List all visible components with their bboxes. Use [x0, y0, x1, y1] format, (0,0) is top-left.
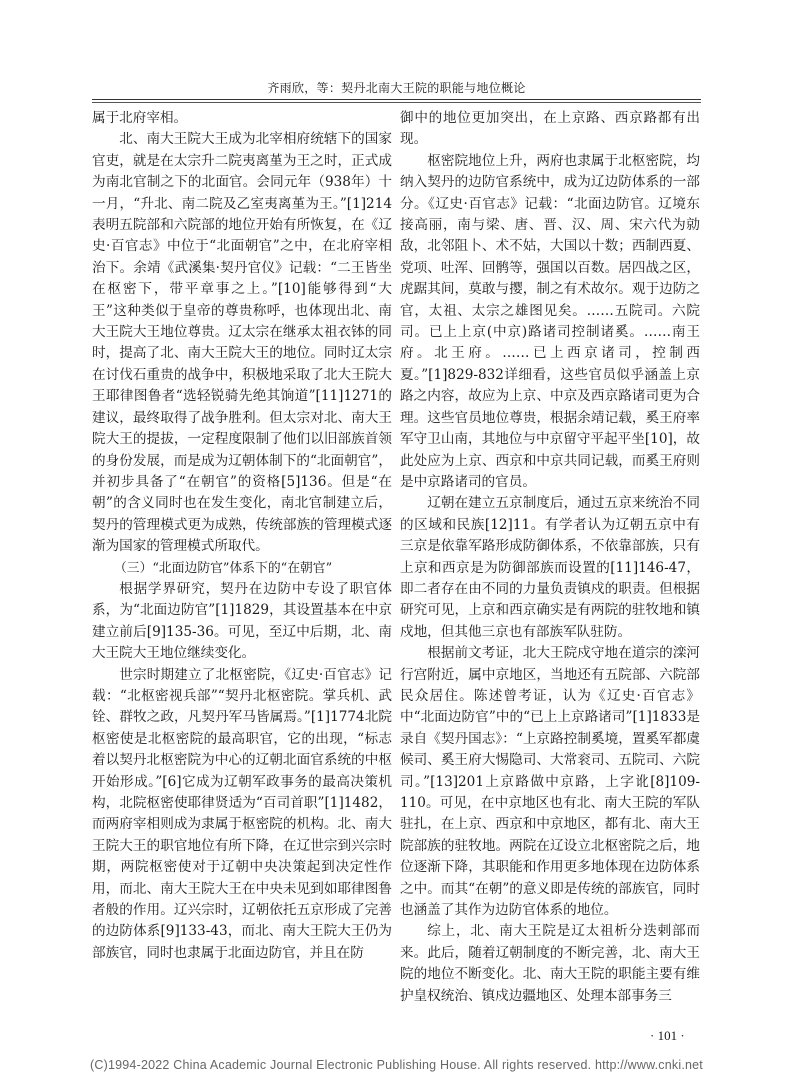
paragraph: 根据学界研究，契丹在边防中专设了职官体系，为“北面边防官”[1]1829，其设置基本在中京建立前后[9]135-36。可见，至辽中后期，北、南大王院大王地位继续变化。	[92, 580, 392, 662]
paragraph-continuation: 属于北府宰相。	[92, 110, 188, 126]
paragraph: 世宗时期建立了北枢密院，《辽史·百官志》记载：“北枢密视兵部”“契丹北枢密院。掌兵机、武铨、群牧之政，凡契丹军马皆属焉。”[1]1774北院枢密使是北枢密院的最高职官，它的出现，“标志着以契丹北枢密院为中心的辽朝北面官系统的中枢开始形成。”[6]它成为辽朝军政事务的最高决策机构，北院枢密使耶律贤适为“百司首职”[1]1482，而两府宰相则成为隶属于枢密院的机构。北、南大王院大王的职官地位有所下降，在辽世宗到兴宗时期，两院枢密使对于辽朝中央决策起到决定性作用，而北、南大王院大王在中央未见到如耶律图鲁者般的作用。辽兴宗时，辽朝依托五京形成了完善的边防体系[9]133-43，而北、南大王院大王仍为部族官，同时也隶属于北面边防官，并且在防	[92, 666, 392, 961]
paragraph-continuation: 御中的地位更加突出，在上京路、西京路都有出现。	[400, 110, 700, 148]
section-subheading: （三）“北面边防官”体系下的“在朝官”	[114, 560, 333, 576]
right-column	[400, 108, 700, 1007]
paragraph: 北、南大王院大王成为北宰相府统辖下的国家官吏，就是在太宗升二院夷离堇为王之时，正式成为南北官制之下的北面官。会同元年（938年）十一月，“升北、南二院及乙室夷离堇为王。”[1]214表明五院部和六院部的地位开始有所恢复，在《辽史·百官志》中位于“北面朝官”之中，在北府宰相治下。余靖《武溪集·契丹官仪》记载：“二王皆坐在枢密下，带平章事之上。”[10]能够得到“大王”这种类似于皇帝的尊贵称呼，也体现出北、南大王院大王地位尊贵。辽太宗在继承太祖衣钵的同时，提高了北、南大王院大王的地位。同时辽太宗在讨伐石重贵的战争中，积极地采取了北大王院大王耶律图鲁者“选轻锐骑先绝其饷道”[11]1271的建议，最终取得了战争胜利。但太宗对北、南大王院大王的提拔，一定程度限制了他们以旧部族首领的身份发展，而是成为辽朝体制下的“北面朝官”，并初步具备了“在朝官”的资格[5]136。但是“在朝”的含义同时也在发生变化，南北官制建立后，契丹的管理模式更为成熟，传统部族的管理模式逐渐为国家的管理模式所取代。	[92, 131, 392, 555]
paragraph: 枢密院地位上升，两府也隶属于北枢密院，均纳入契丹的边防官系统中，成为辽边防体系的一部分。《辽史·百官志》记载：“北面边防官。辽境东接高丽，南与梁、唐、晋、汉、周、宋六代为勍敌，北邻阻卜、术不姑，大国以十数；西制西夏、党项、吐浑、回鹘等，强国以百数。居四战之区，虎踞其间，莫敢与撄，制之有术故尔。观于边防之官，太祖、太宗之雄图见矣。……五院司。六院司。已上上京(中京)路诸司控制诸奚。……南王府。北王府。……已上西京诸司，控制西夏。”[1]829-832详细看，这些官员似乎涵盖上京路之内容，故应为上京、中京及西京路诸司更为合理。这些官员地位尊贵，根据余靖记载，奚王府率军守卫山南，其地位与中京留守平起平坐[10]，故此处应为上京、西京和中京共同记载，而奚王府则是中京路诸司的官员。	[400, 152, 700, 490]
copyright-footer: (C)1994-2022 China Academic Journal Electronic Publishing House. All rights reserved. http://www.cnki.net	[90, 1058, 703, 1072]
paragraph: 辽朝在建立五京制度后，通过五京来统治不同的区域和民族[12]11。有学者认为辽朝五京中有三京是依靠军路形成防御体系，不依靠部族，只有上京和西京是为防御部族而设置的[11]146-47，即二者存在由不同的力量负责镇戍的职责。但根据研究可见，上京和西京确实是有两院的驻牧地和镇戍地，但其他三京也有部族军队驻防。	[400, 495, 700, 640]
left-column	[92, 108, 392, 964]
paragraph: 综上，北、南大王院是辽太祖析分迭剌部而来。此后，随着辽朝制度的不断完善，北、南大王院的地位不断变化。北、南大王院的职能主要有维护皇权统治、镇戍边疆地区、处理本部事务三	[400, 923, 700, 1004]
header-rule-thin	[92, 102, 701, 103]
paragraph: 根据前文考证，北大王院戍守地在道宗的滦河行宫附近，属中京地区，当地还有五院部、六院部民众居住。陈述曾考证，认为《辽史·百官志》中“北面边防官”中的“已上上京路诸司”[1]1833是录自《契丹国志》：“上京路控制奚境，置奚军都虞候司、奚王府大惕隐司、大常衮司、五院司、六院司。”[13]201上京路做中京路，上字讹[8]109-110。可见，在中京地区也有北、南大王院的军队驻扎，在上京、西京和中京地区，都有北、南大王院部族的驻牧地。两院在辽设立北枢密院之后，地位逐渐下降，其职能和作用更多地体现在边防体系之中。而其“在朝”的意义即是传统的部族官，同时也涵盖了其作为边防官体系的地位。	[400, 645, 700, 919]
page-number: · 101 ·	[650, 1028, 685, 1043]
header-rule	[92, 99, 701, 100]
running-header: 齐雨欣，等：契丹北南大王院的职能与地位概论	[267, 81, 526, 95]
